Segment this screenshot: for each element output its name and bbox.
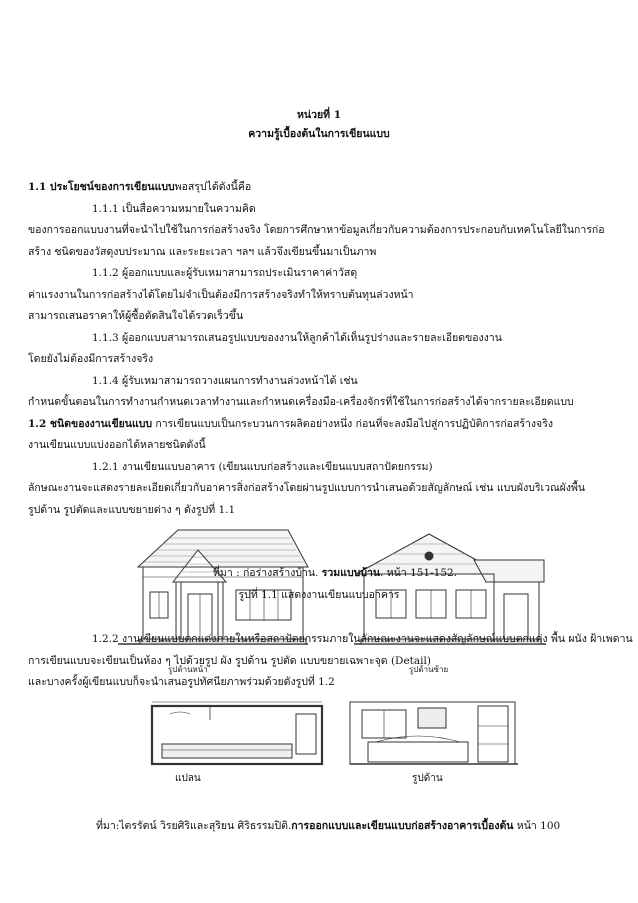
- figure-2-source-title: การออกแบบและเขียนแบบก่อสร้างอาคารเบื้องต้น: [291, 820, 514, 832]
- unit-heading: หน่วยที่ 1: [296, 109, 342, 121]
- figure-1-source-line: [213, 566, 457, 580]
- section-1-2-title: 1.2 ชนิดของงานเขียนแบบ: [28, 418, 153, 430]
- figure-2-label-plan: แปลน: [175, 773, 201, 784]
- item-1-2-1-body-1: ลักษณะงานจะแสดงรายละเอียดเกี่ยวกับอาคารสิ่งก่อสร้างโดยผ่านรูปแบบการนำเสนอด้วยสัญลักษณ์ เช่น แบบผังบริเวณผังพื้น: [28, 482, 586, 494]
- interior-drawings-figure: [150, 700, 530, 770]
- item-1-1-3-body-1: โดยยังไม่ต้องมีการสร้างจริง: [28, 353, 154, 365]
- figure-1-label-side: รูปด้านซ้าย: [409, 665, 449, 674]
- interior-elevation-drawing: [350, 702, 518, 764]
- section-1-1-title-rest: พอสรุปได้ดังนี้คือ: [174, 181, 252, 193]
- section-1-1-title: 1.1 ประโยชน์ของการเขียนแบบ: [28, 181, 175, 193]
- chapter-title: ความรู้เบื้องต้นในการเขียนแบบ: [248, 128, 390, 140]
- figure-1-caption: รูปที่ 1.1 แสดงงานเขียนแบบอาคาร: [238, 589, 400, 601]
- section-1-1-heading: [28, 180, 251, 194]
- item-1-1-1: 1.1.1 เป็นสื่อความหมายในความคิด: [92, 203, 256, 215]
- figure-2-source-suffix: หน้า 100: [513, 820, 561, 832]
- front-elevation-drawing: [118, 530, 308, 644]
- figure-1-source-prefix: ที่มา : ก่อร่างสร้างบ้าน.: [213, 567, 322, 579]
- figure-2-source-prefix: ที่มา:ไตรรัตน์ วิรยศิริและสุริยน ศิริธรรมปิติ.: [96, 820, 292, 832]
- item-1-2-2-body-2: และบางครั้งผู้เขียนแบบก็จะนำเสนอรูปทัศนียภาพร่วมด้วยดังรูปที่ 1.2: [28, 676, 335, 688]
- section-1-2-title-rest: การเขียนแบบเป็นกระบวนการผลิตอย่างหนึ่ง ก่อนที่จะลงมือไปสู่การปฏิบัติการก่อสร้างจริง: [155, 418, 553, 430]
- interior-plan-drawing: [152, 702, 322, 764]
- item-1-2-2-body-1: การเขียนแบบจะเขียนเป็นห้อง ๆ ไปด้วยรูป ผัง รูปด้าน รูปตัด แบบขยายเฉพาะจุด (Detail): [28, 655, 431, 667]
- item-1-2-2: 1.2.2 งานเขียนแบบตกแต่งภายในหรือสถาปัตยกรรมภายในลักษณะงานจะแสดงสัญลักษณ์แบบตกแต่ง พื้น ผนัง ฝ้าเพดาน: [92, 633, 633, 645]
- figure-1-label-front: รูปด้านหน้า: [168, 665, 208, 674]
- item-1-1-4: 1.1.4 ผู้รับเหมาสามารถวางแผนการทำงานล่วงหน้าได้ เช่น: [92, 375, 358, 387]
- figure-1-source-title: รวมแบบบ้าน: [321, 567, 381, 579]
- figure-2-source-line: [96, 819, 560, 833]
- item-1-1-1-body-1: ของการออกแบบงานที่จะนำไปใช้ในการก่อสร้างจริง โดยการศึกษาหาข้อมูลเกี่ยวกับความต้องการประกอบกับเทคโนโลยีในการก่อ: [28, 224, 605, 236]
- item-1-1-3: 1.1.3 ผู้ออกแบบสามารถเสนอรูปแบบของงานให้ลูกค้าได้เห็นรูปร่างและรายละเอียดของงาน: [92, 332, 502, 344]
- item-1-1-2-body-2: สามารถเสนอราคาให้ผู้ซื้อตัดสินใจได้รวดเร็วขึ้น: [28, 310, 244, 322]
- item-1-2-1: 1.2.1 งานเขียนแบบอาคาร (เขียนแบบก่อสร้างและเขียนแบบสถาปัตยกรรม): [92, 461, 433, 473]
- item-1-1-1-body-2: สร้าง ชนิดของวัสดุงบประมาณ และระยะเวลา ฯลฯ แล้วจึงเขียนขึ้นมาเป็นภาพ: [28, 246, 377, 258]
- item-1-1-2-body-1: ค่าแรงงานในการก่อสร้างได้โดยไม่จำเป็นต้องมีการสร้างจริงทำให้ทราบต้นทุนล่วงหน้า: [28, 289, 414, 301]
- item-1-1-4-body-1: กำหนดขั้นตอนในการทำงานกำหนดเวลาทำงานและกำหนดเครื่องมือ-เครื่องจักรที่ใช้ในการก่อสร้างได้จากรายละเอียดแบบ: [28, 396, 574, 408]
- item-1-2-1-body-2: รูปด้าน รูปตัดและแบบขยายต่าง ๆ ดังรูปที่ 1.1: [28, 504, 236, 516]
- item-1-1-2: 1.1.2 ผู้ออกแบบและผู้รับเหมาสามารถประเมินราคาค่าวัสดุ: [92, 267, 358, 279]
- figure-2-label-elevation: รูปด้าน: [412, 773, 443, 784]
- section-1-2-heading: [28, 417, 553, 431]
- figure-1-source-suffix: . หน้า 151-152.: [380, 567, 458, 579]
- section-1-2-body-1: งานเขียนแบบแบ่งออกได้หลายชนิดดังนี้: [28, 439, 206, 451]
